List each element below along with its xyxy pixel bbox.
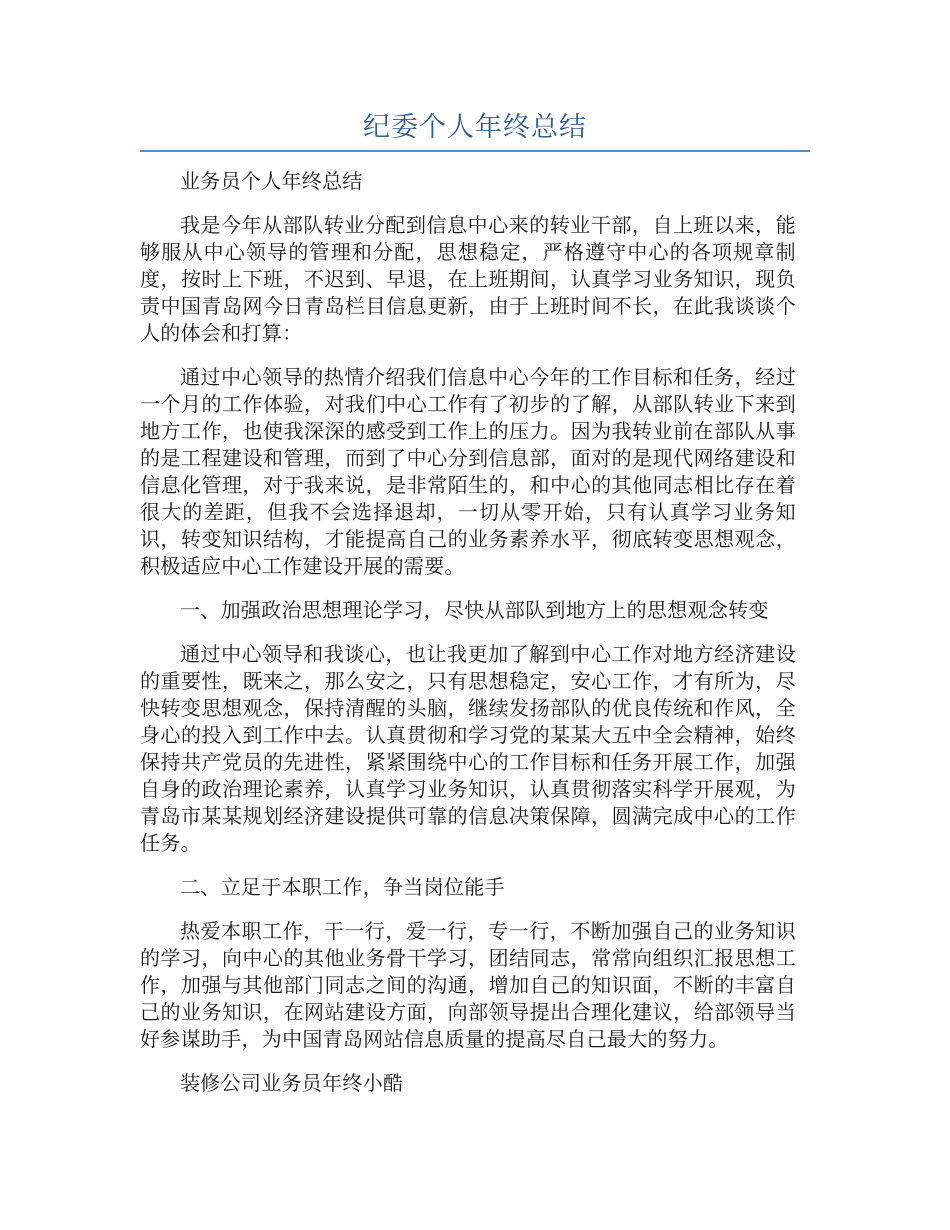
document-body <box>140 168 796 1114</box>
paragraph-experience: 通过中心领导的热情介绍我们信息中心今年的工作目标和任务，经过一个月的工作体验，对我们中心工作有了初步的了解，从部队转业下来到地方工作，也使我深深的感受到工作上的压力。因为我转业前在部队从事的是工程建设和管理，而到了中心分到信息部，面对的是现代网络建设和信息化管理，对于我来说，是非常陌生的，和中心的其他同志相比存在着很大的差距，但我不会选择退却，一切从零开始，只有认真学习业务知识，转变知识结构，才能提高自己的业务素养水平，彻底转变思想观念，积极适应中心工作建设开展的需要。 <box>140 365 796 578</box>
section-heading-1: 一、加强政治思想理论学习，尽快从部队到地方上的思想观念转变 <box>180 598 769 622</box>
document-title: 纪委个人年终总结 <box>363 112 587 143</box>
paragraph-closing-heading: 装修公司业务员年终小酷 <box>180 1071 404 1095</box>
title-divider <box>140 150 810 152</box>
paragraph-heading-subtitle: 业务员个人年终总结 <box>180 169 363 193</box>
paragraph-intro: 我是今年从部队转业分配到信息中心来的转业干部，自上班以来，能够服从中心领导的管理和分配，思想稳定，严格遵守中心的各项规章制度，按时上下班，不迟到、早退，在上班期间，认真学习业务知识，现负责中国青岛网今日青岛栏目信息更新，由于上班时间不长，在此我谈谈个人的体会和打算： <box>140 213 796 345</box>
paragraph-section-2: 热爱本职工作，干一行，爱一行，专一行，不断加强自己的业务知识的学习，向中心的其他业务骨干学习，团结同志，常常向组织汇报思想工作，加强与其他部门同志之间的沟通，增加自己的知识面，不断的丰富自己的业务知识，在网站建设方面，向部领导提出合理化建议，给部领导当好参谋助手，为中国青岛网站信息质量的提高尽自己最大的努力。 <box>140 919 796 1051</box>
section-heading-2: 二、立足于本职工作，争当岗位能手 <box>180 875 505 899</box>
paragraph-section-1: 通过中心领导和我谈心，也让我更加了解到中心工作对地方经济建设的重要性，既来之，那么安之，只有思想稳定，安心工作，才有所为，尽快转变思想观念，保持清醒的头脑，继续发扬部队的优良传统和作风，全身心的投入到工作中去。认真贯彻和学习党的某某大五中全会精神，始终保持共产党员的先进性，紧紧围绕中心的工作目标和任务开展工作，加强自身的政治理论素养，认真学习业务知识，认真贯彻落实科学开展观，为青岛市某某规划经济建设提供可靠的信息决策保障，圆满完成中心的工作任务。 <box>140 642 796 855</box>
